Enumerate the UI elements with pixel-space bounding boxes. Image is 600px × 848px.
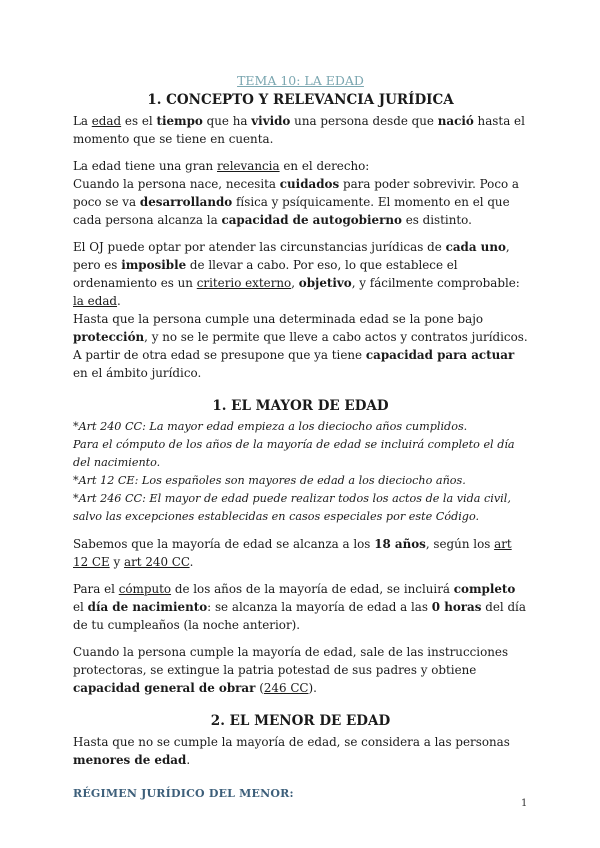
- paragraph: Hasta que no se cumple la mayoría de edad, se considera a las personas menores de edad.: [73, 735, 510, 767]
- section-heading-mayor-de-edad: 1. EL MAYOR DE EDAD: [212, 398, 389, 414]
- legal-quotes: [73, 418, 528, 526]
- legal-quote: *Art 240 CC: La mayor edad empieza a los dieciocho años cumplidos.: [73, 420, 468, 433]
- legal-quote: *Art 246 CC: El mayor de edad puede realizar todos los actos de la vida civil, salvo las excepciones establecidas en casos especiales por este Código.: [73, 492, 511, 523]
- paragraph: La edad es el tiempo que ha vivido una persona desde que nació hasta el momento que se tiene en cuenta.: [73, 114, 525, 146]
- paragraph: Hasta que la persona cumple una determinada edad se la pone bajo protección, y no se le permite que lleve a cabo actos y contratos jurídicos. A partir de otra edad se presupone que ya tiene capacidad para actuar en el ámbito jurídico.: [73, 312, 528, 380]
- paragraph: El OJ puede optar por atender las circunstancias jurídicas de cada uno, pero es imposible de llevar a cabo. Por eso, lo que establece el ordenamiento es un criterio externo, objetivo, y fácilmente comprobable: la edad.: [73, 240, 520, 308]
- paragraph: La edad tiene una gran relevancia en el derecho:: [73, 159, 370, 173]
- section-heading-concepto: 1. CONCEPTO Y RELEVANCIA JURÍDICA: [147, 92, 454, 108]
- document-content: [73, 72, 528, 812]
- paragraph: Sabemos que la mayoría de edad se alcanza a los 18 años, según los art 12 CE y art 240 CC.: [73, 537, 512, 569]
- paragraph: Para el cómputo de los años de la mayoría de edad, se incluirá completo el día de nacimiento: se alcanza la mayoría de edad a las 0 horas del día de tu cumpleaños (la noche anterior).: [73, 582, 526, 632]
- section-heading-menor-de-edad: 2. EL MENOR DE EDAD: [210, 713, 391, 729]
- page-number: 1: [521, 798, 528, 809]
- legal-quote: *Art 12 CE: Los españoles son mayores de edad a los dieciocho años.: [73, 474, 466, 487]
- paragraph: Cuando la persona cumple la mayoría de edad, sale de las instrucciones protectoras, se extingue la patria potestad de sus padres y obtiene capacidad general de obrar (246 CC).: [73, 645, 509, 695]
- document-title: TEMA 10: LA EDAD: [237, 73, 364, 88]
- subheading-regimen: RÉGIMEN JURÍDICO DEL MENOR:: [73, 787, 294, 800]
- paragraph: Cuando la persona nace, necesita cuidados para poder sobrevivir. Poco a poco se va desarrollando física y psíquicamente. El momento en el que cada persona alcanza la capacidad de autogobierno es distinto.: [73, 177, 520, 227]
- legal-quote: Para el cómputo de los años de la mayoría de edad se incluirá completo el día del nacimiento.: [73, 438, 515, 469]
